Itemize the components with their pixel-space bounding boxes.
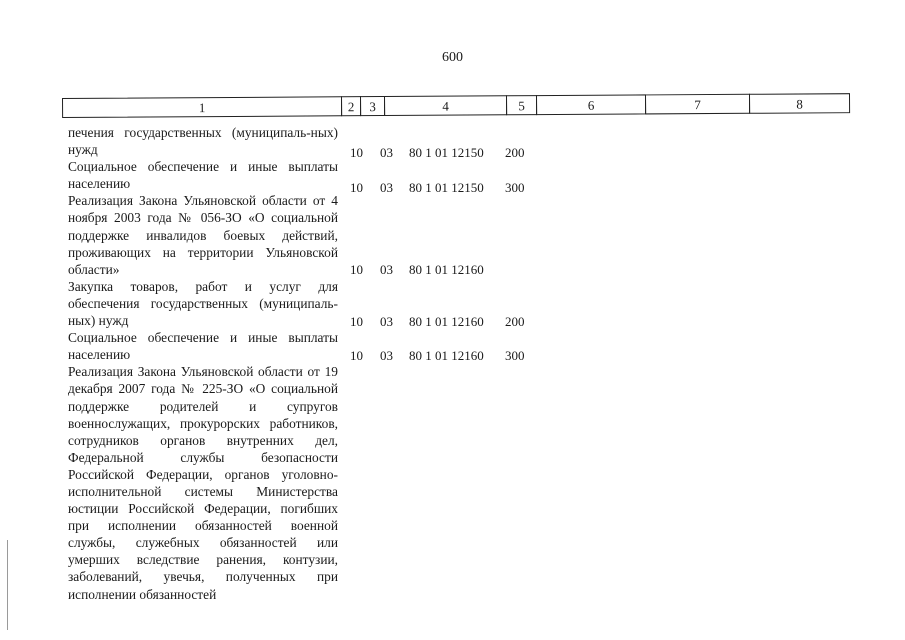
cell-section: 10 [350,145,363,160]
page-number: 600 [442,50,463,65]
row-description: Реализация Закона Ульяновской области от 19 декабря 2007 года № 225-ЗО «О социальной поддержке родителей и супругов военнослужащих, прокурорских работников, сотрудников органов внутренних дел, Федеральной службы безопасности Российской Федерации, органов уголовно-исполнительной системы Министерства юстиции Российской Федерации, погибших при исполнении обязанностей военной службы, служебных обязанностей или умерших вследствие ранения, контузии, заболеваний, увечья, полученных при исполнении обязанностей [68,364,338,602]
table-header [62,93,850,122]
row-description: Социальное обеспечение и иные выплаты населению [68,330,338,363]
row-description: Социальное обеспечение и иные выплаты населению [68,159,338,192]
header-col-7: 7 [645,94,750,115]
cell-target-code: 80 1 01 12160 [409,314,484,329]
cell-expense-type: 200 [505,145,525,160]
cell-section: 10 [350,348,363,363]
cell-subsection: 03 [380,314,393,329]
cell-target-code: 80 1 01 12150 [409,180,484,195]
cell-expense-type: 300 [505,348,525,363]
cell-subsection: 03 [380,262,393,277]
cell-section: 10 [350,314,363,329]
cell-section: 10 [350,262,363,277]
cell-subsection: 03 [380,145,393,160]
header-col-8: 8 [749,93,850,114]
header-col-5: 5 [506,95,537,115]
header-col-4: 4 [384,95,507,116]
header-col-1: 1 [62,96,342,118]
row-description: печения государственных (муниципаль-ных) нужд [68,125,338,158]
cell-target-code: 80 1 01 12160 [409,348,484,363]
scan-artifact [7,540,8,630]
cell-target-code: 80 1 01 12160 [409,262,484,277]
cell-section: 10 [350,180,363,195]
row-description: Закупка товаров, работ и услуг для обеспечения государственных (муниципаль-ных) нужд [68,278,338,329]
description-column [68,124,338,603]
cell-target-code: 80 1 01 12150 [409,145,484,160]
cell-expense-type: 200 [505,314,525,329]
cell-subsection: 03 [380,348,393,363]
cell-expense-type: 300 [505,180,525,195]
row-description: Реализация Закона Ульяновской области от 4 ноября 2003 года № 056-ЗО «О социальной поддержке инвалидов боевых действий, проживающих на территории Ульяновской области» [68,193,338,277]
header-col-6: 6 [536,94,646,115]
header-col-2: 2 [341,96,361,116]
header-col-3: 3 [360,96,385,116]
cell-subsection: 03 [380,180,393,195]
